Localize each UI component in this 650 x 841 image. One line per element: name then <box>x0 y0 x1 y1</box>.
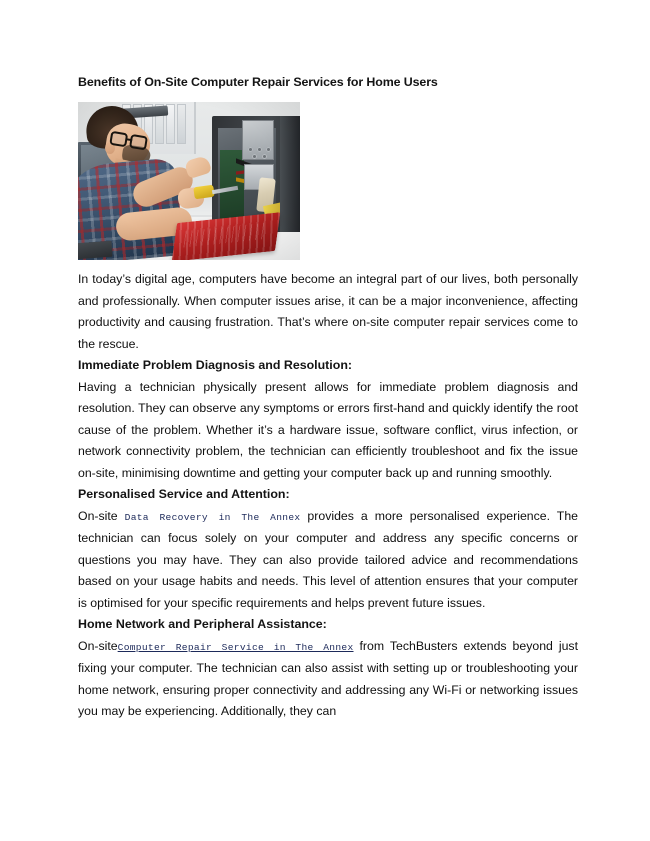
document-content <box>78 74 578 723</box>
paragraph-intro: In today’s digital age, computers have become an integral part of our lives, both personally and professionally. When computer issues arise, it can be a major inconvenience, affecting productivity and causing frustration. That’s where on-site computer repair services come to the rescue. <box>78 272 578 351</box>
paragraph-personalised <box>78 506 578 615</box>
paragraph-personalised-rest: provides a more personalised experience. The technician can focus solely on your computer and address any specific concerns or questions you may have. They can also provide tailored advice and recommendations based on your usage habits and needs. This level of attention ensures that your computer is optimised for your specific requirements and helps prevent future issues. <box>78 508 578 610</box>
page-title: Benefits of On-Site Computer Repair Services for Home Users <box>78 75 438 89</box>
paragraph-network <box>78 636 578 723</box>
link-data-recovery-the-annex[interactable]: Data Recovery in The Annex <box>124 511 301 523</box>
photo-vignette <box>78 102 300 260</box>
heading-personalised-service: Personalised Service and Attention: <box>78 487 290 501</box>
paragraph-network-lead: On-site <box>78 638 118 653</box>
article-photo <box>78 102 300 260</box>
heading-home-network-assistance: Home Network and Peripheral Assistance: <box>78 617 327 631</box>
paragraph-personalised-lead: On-site <box>78 508 125 523</box>
technician-repairing-computer-image <box>78 102 300 260</box>
heading-immediate-problem-diagnosis: Immediate Problem Diagnosis and Resolution: <box>78 358 353 372</box>
paragraph-network-rest: from TechBusters extends beyond just fixing your computer. The technician can also assist with setting up or troubleshooting your home network, ensuring proper connectivity and addressing any Wi-Fi or networking issues you may be experiencing. Additionally, they can <box>78 638 578 718</box>
link-computer-repair-service-the-annex[interactable]: Computer Repair Service in The Annex <box>117 641 354 653</box>
paragraph-diagnosis: Having a technician physically present allows for immediate problem diagnosis and resolution. They can observe any symptoms or errors first-hand and quickly identify the root cause of the problem. Whether it’s a hardware issue, software conflict, virus infection, or network connectivity problem, the technician can efficiently troubleshoot and fix the issue on-site, minimising downtime and getting your computer back up and running smoothly. <box>78 379 578 480</box>
